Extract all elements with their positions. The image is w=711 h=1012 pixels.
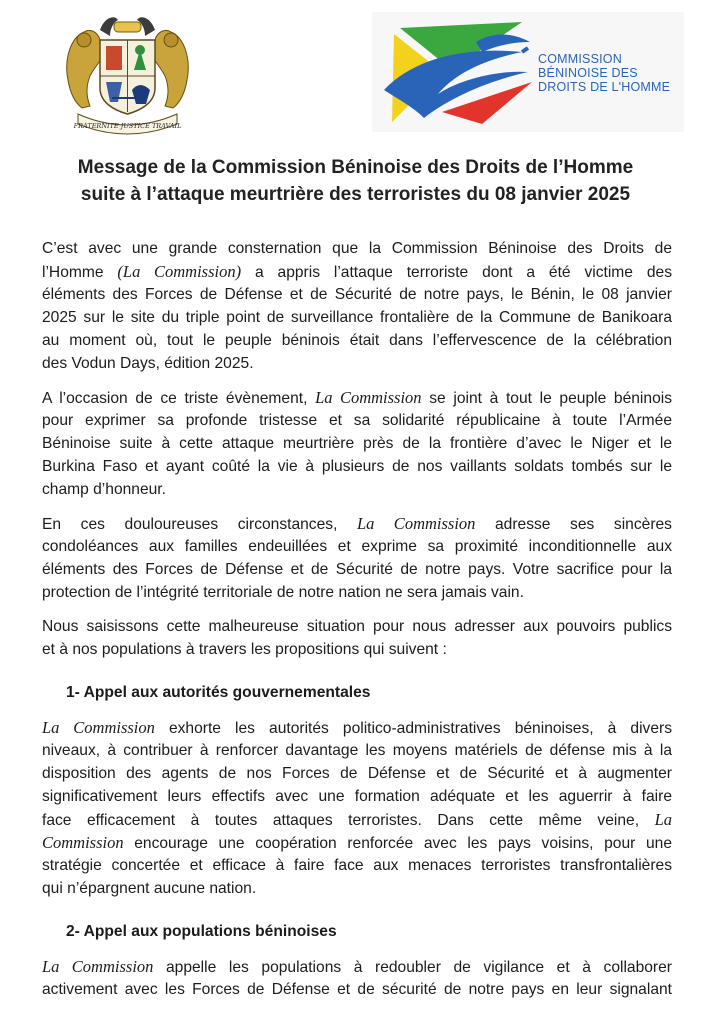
text-line: Burkina Faso et ayant coûté la vie à plusieurs de nos vaillants soldats tombés sur le xyxy=(42,458,672,475)
text-line: Nous saisissons cette malheureuse situation pour nous adresser aux pouvoirs publics xyxy=(42,618,672,635)
paragraph xyxy=(42,512,672,604)
logo-line: BÉNINOISE DES xyxy=(538,66,638,80)
text-line: condoléances aux familles endeuillées et exprime sa proximité inconditionnelle aux xyxy=(42,538,672,555)
text-line: En ces douloureuses circonstances, La Commission adresse ses sincères xyxy=(42,514,672,533)
text-line: éléments des Forces de Défense et de Sécurité de notre pays, le Bénin, le 08 janvier xyxy=(42,286,672,303)
paragraph xyxy=(42,615,672,661)
logo-line: DROITS DE L'HOMME xyxy=(538,80,671,94)
text-line: stratégie concertée et efficace à faire face aux menaces terroristes transfrontalières xyxy=(42,857,672,874)
section-paragraph xyxy=(42,716,672,900)
logo-line: COMMISSION xyxy=(538,52,622,66)
text-line: C’est avec une grande consternation que la Commission Béninoise des Droits de xyxy=(42,240,672,257)
document-body xyxy=(42,237,672,1012)
text-line: champ d’honneur. xyxy=(42,481,166,498)
section-paragraph xyxy=(42,955,672,1001)
text-line: La Commission appelle les populations à redoubler de vigilance et à collaborer xyxy=(42,957,672,976)
document-title xyxy=(30,154,681,208)
text-line: La Commission exhorte les autorités politico-administratives béninoises, à divers xyxy=(42,718,672,737)
text-line: Commission encourage une coopération renforcée avec les pays voisins, pour une xyxy=(42,833,672,852)
text-line: Béninoise suite à cette attaque meurtrière près de la frontière d’avec le Niger et le xyxy=(42,435,672,452)
text-line: pour exprimer sa profonde tristesse et sa solidarité républicaine à toute l’Armée xyxy=(42,412,672,429)
section-heading: 2- Appel aux populations béninoises xyxy=(66,923,337,940)
text-line: significativement leurs effectifs avec une formation adéquate et les aguerrir à faire xyxy=(42,788,672,805)
coat-motto: FRATERNITE JUSTICE TRAVAIL xyxy=(73,122,182,130)
text-line: protection de l’intégrité territoriale de notre nation ne sera jamais vain. xyxy=(42,584,524,601)
cbdh-logo-text xyxy=(538,52,670,94)
text-line: des Vodun Days, édition 2025. xyxy=(42,355,254,372)
text-line: éléments des Forces de Défense et de Sécurité de notre pays. Votre sacrifice pour la xyxy=(42,561,672,578)
section-heading: 1- Appel aux autorités gouvernementales xyxy=(66,684,371,701)
title-line: Message de la Commission Béninoise des Droits de l’Homme xyxy=(77,157,634,178)
text-line: activement avec les Forces de Défense et de sécurité de notre pays en leur signalant xyxy=(42,981,672,998)
cbdh-logo xyxy=(372,12,684,132)
text-line: et à nos populations à travers les propositions qui suivent : xyxy=(42,641,447,658)
text-line: 2025 sur le site du triple point de surveillance frontalière de la Commune de Banikoara xyxy=(42,309,672,326)
paragraph xyxy=(42,386,672,501)
text-line: l’Homme (La Commission) a appris l’attaque terroriste dont a été victime des xyxy=(42,262,672,281)
letterhead xyxy=(0,0,711,140)
text-line: A l’occasion de ce triste évènement, La Commission se joint à tout le peuple béninois xyxy=(42,388,672,407)
text-line: face efficacement à toutes attaques terroristes. Dans cette même veine, La xyxy=(42,810,672,829)
text-line: niveaux, à contribuer à renforcer davantage les moyens matériels de défense mis à la xyxy=(42,742,672,759)
text-line: disposition des agents de nos Forces de Défense et de Sécurité et à augmenter xyxy=(42,765,672,782)
text-line: qui n’épargnent aucune nation. xyxy=(42,880,257,897)
paragraph xyxy=(42,237,672,375)
title-line: suite à l’attaque meurtrière des terroristes du 08 janvier 2025 xyxy=(80,184,631,205)
coat-of-arms-icon xyxy=(60,10,195,135)
text-line: au moment où, tout le peuple béninois était dans l’effervescence de la célébration xyxy=(42,332,672,349)
